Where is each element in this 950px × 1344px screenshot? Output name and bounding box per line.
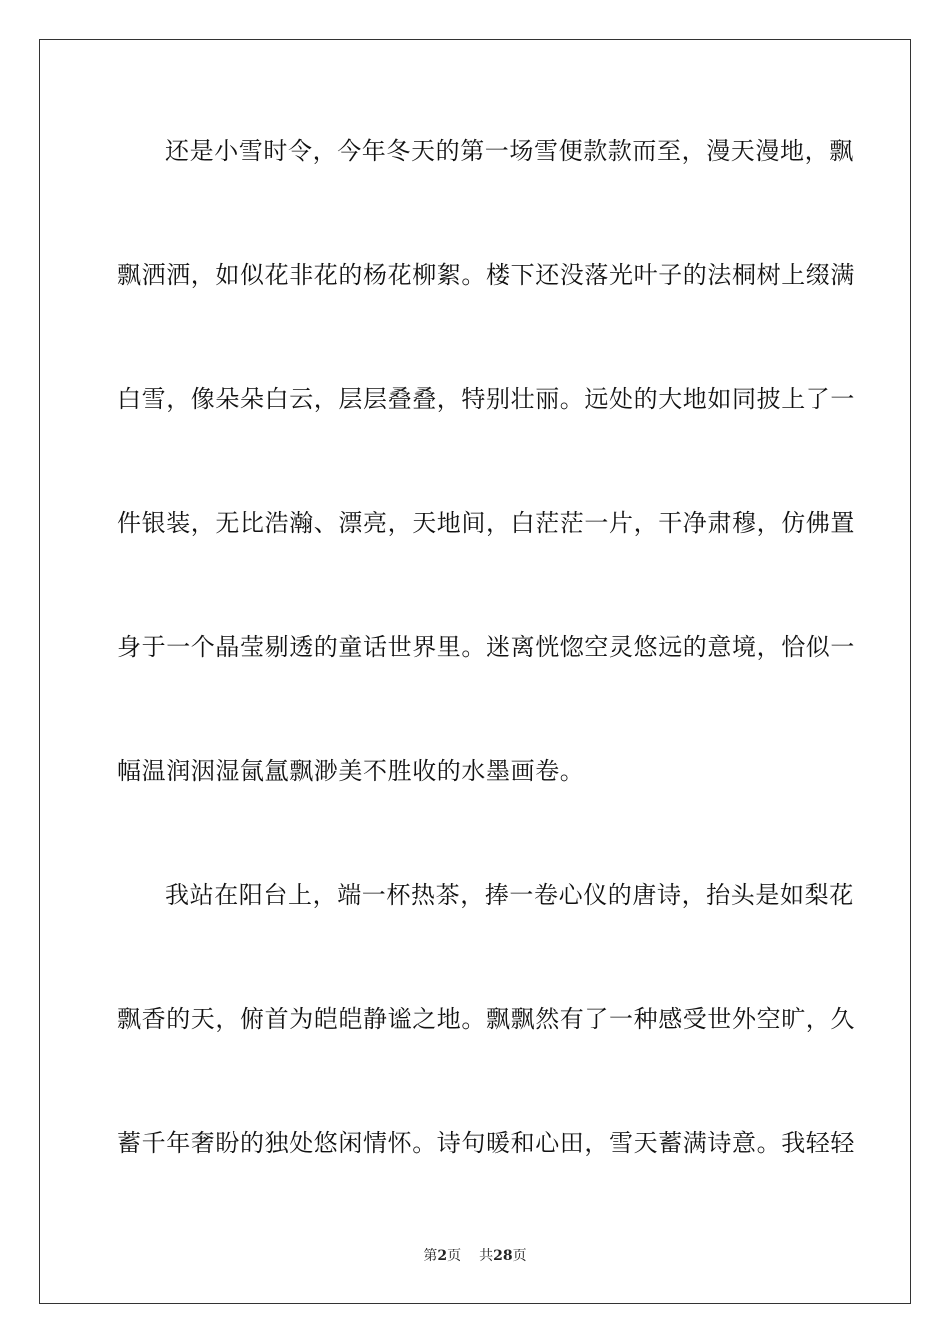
total-prefix: 共 bbox=[479, 1248, 494, 1264]
total-pages: 28 bbox=[493, 1248, 513, 1264]
page-footer bbox=[0, 1247, 950, 1265]
text-line: 幅温润洇湿氤氲飘渺美不胜收的水墨画卷。 bbox=[117, 757, 585, 785]
text-line: 身于一个晶莹剔透的童话世界里。迷离恍惚空灵悠远的意境，恰似一 bbox=[117, 633, 855, 661]
page-border bbox=[39, 39, 911, 1304]
text-line: 飘洒洒，如似花非花的杨花柳絮。楼下还没落光叶子的法桐树上缀满 bbox=[117, 261, 855, 289]
text-line: 我站在阳台上，端一杯热茶，捧一卷心仪的唐诗，抬头是如梨花 bbox=[165, 881, 854, 909]
page-prefix: 第 bbox=[423, 1248, 438, 1264]
page-suffix: 页 bbox=[447, 1248, 462, 1264]
page-number: 2 bbox=[437, 1248, 448, 1264]
text-line: 飘香的天，俯首为皑皑静谧之地。飘飘然有了一种感受世外空旷，久 bbox=[117, 1005, 855, 1033]
total-suffix: 页 bbox=[512, 1248, 527, 1264]
text-line: 蓄千年奢盼的独处悠闲情怀。诗句暖和心田，雪天蓄满诗意。我轻轻 bbox=[117, 1129, 855, 1157]
text-line: 件银装，无比浩瀚、漂亮，天地间，白茫茫一片，干净肃穆，仿佛置 bbox=[117, 509, 855, 537]
text-line: 还是小雪时令，今年冬天的第一场雪便款款而至，漫天漫地，飘 bbox=[165, 137, 854, 165]
text-line: 白雪，像朵朵白云，层层叠叠，特别壮丽。远处的大地如同披上了一 bbox=[117, 385, 855, 413]
